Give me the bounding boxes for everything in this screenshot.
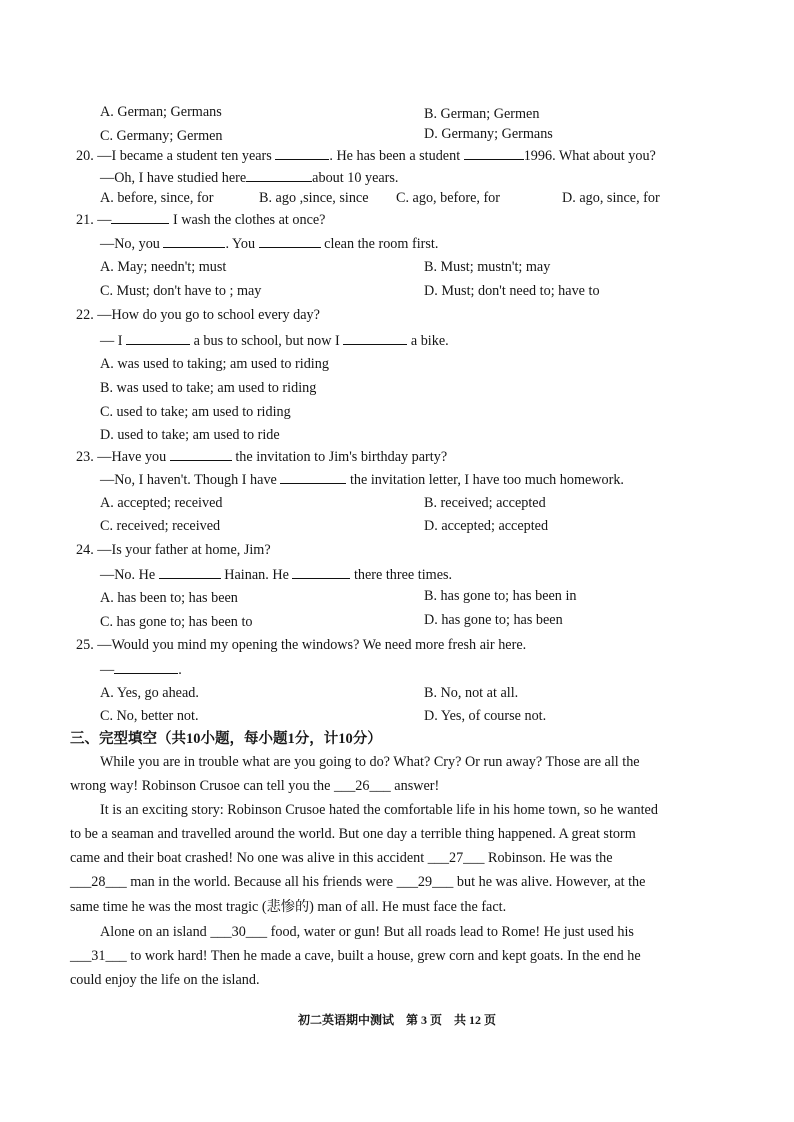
cloze-number: 30	[231, 924, 246, 940]
q24-stem: 24. —Is your father at home, Jim?	[76, 542, 271, 558]
q25-line2	[100, 660, 182, 679]
passage-p1-line2	[70, 777, 439, 795]
q20-stem-part-c: 1996. What about you?	[523, 148, 656, 164]
q22-line2-part-a: — I	[100, 333, 123, 349]
q21-option-d: D. Must; don't need to; have to	[424, 283, 600, 299]
q22-option-b: B. was used to take; am used to riding	[100, 380, 317, 396]
cloze-number: 27	[448, 850, 464, 866]
q23-stem	[76, 447, 447, 466]
q20-stem	[76, 146, 656, 165]
q20-option-a: A. before, since, for	[100, 190, 214, 206]
q24-option-b: B. has gone to; has been in	[424, 588, 577, 604]
q23-stem-part-b: the invitation to Jim's birthday party?	[235, 449, 448, 465]
cloze-number: 26	[355, 778, 370, 794]
q25-option-d: D. Yes, of course not.	[424, 708, 547, 724]
q21-line2-part-b: . You	[225, 236, 256, 252]
q21-option-b: B. Must; mustn't; may	[424, 259, 551, 275]
q20-option-d: D. ago, since, for	[562, 190, 660, 206]
q22-line2-part-c: a bike.	[410, 333, 449, 349]
q25-option-a: A. Yes, go ahead.	[100, 685, 199, 701]
cloze-number: 29	[417, 874, 433, 890]
q24-line2-part-a: —No. He	[100, 567, 156, 583]
cloze-blank-27: ___27___	[427, 850, 485, 866]
q24-option-d: D. has gone to; has been	[424, 612, 563, 628]
q19-option-b: B. German; Germen	[424, 106, 540, 122]
q21-stem-part-a: 21. —	[76, 212, 112, 228]
passage-text: came and their boat crashed! No one was alive in this accident	[70, 850, 425, 866]
answer-blank	[292, 565, 350, 579]
passage-text: wrong way! Robinson Crusoe can tell you the	[70, 778, 331, 794]
q20-stem-part-b: . He has been a student	[329, 148, 461, 164]
q20-line2	[100, 168, 398, 187]
passage-text: man in the world. Because all his friends were	[130, 874, 394, 890]
answer-blank	[114, 660, 178, 674]
q20-option-b: B. ago ,since, since	[259, 190, 369, 206]
cloze-blank-31: ___31___	[70, 948, 127, 964]
cloze-blank-28: ___28___	[70, 874, 127, 890]
passage-p3-line1	[100, 923, 634, 941]
q21-line2-part-a: —No, you	[100, 236, 160, 252]
answer-blank	[246, 168, 312, 182]
answer-blank	[111, 210, 169, 224]
passage-p3-line2	[70, 947, 641, 965]
q22-line2	[100, 331, 449, 350]
passage-p3-line3: could enjoy the life on the island.	[70, 972, 260, 988]
q20-option-c: C. ago, before, for	[396, 190, 501, 206]
q24-line2-part-b: Hainan. He	[224, 567, 289, 583]
passage-p2-line2: to be a seaman and travelled around the world. But one day a terrible thing happened. A great storm	[70, 826, 636, 842]
cloze-number: 28	[91, 874, 106, 890]
q23-option-b: B. received; accepted	[424, 495, 546, 511]
q21-line2	[100, 234, 438, 253]
q23-option-d: D. accepted; accepted	[424, 518, 549, 534]
q22-option-d: D. used to take; am used to ride	[100, 427, 280, 443]
q24-line2	[100, 565, 452, 584]
q22-stem: 22. —How do you go to school every day?	[76, 307, 320, 323]
answer-blank	[170, 447, 232, 461]
section3-heading: 三、完型填空（共10小题，每小题1分，计10分）	[70, 731, 382, 747]
passage-text: food, water or gun! But all roads lead to Rome! He just used his	[270, 924, 634, 940]
passage-p2-line5: same time he was the most tragic (悲惨的) man of all. He must face the fact.	[70, 899, 507, 915]
cloze-blank-26: ___26___	[334, 778, 391, 794]
q20-line2-part-b: about 10 years.	[312, 170, 399, 186]
cloze-blank-29: ___29___	[396, 874, 454, 890]
q22-line2-part-b: a bus to school, but now I	[193, 333, 340, 349]
cloze-blank-30: ___30___	[210, 924, 268, 940]
q25-line2-part-b: .	[178, 662, 182, 678]
q21-line2-part-c: clean the room first.	[324, 236, 439, 252]
passage-p2-line4	[70, 873, 645, 891]
passage-text: to work hard! Then he made a cave, built a house, grew corn and kept goats. In the end he	[130, 948, 641, 964]
answer-blank	[343, 331, 407, 345]
q24-line2-part-c: there three times.	[353, 567, 453, 583]
answer-blank	[159, 565, 221, 579]
q19-option-a: A. German; Germans	[100, 104, 222, 120]
passage-p2-line1: It is an exciting story: Robinson Crusoe hated the comfortable life in his home town, so he wanted	[100, 802, 658, 818]
q22-option-a: A. was used to taking; am used to riding	[100, 356, 329, 372]
q21-option-a: A. May; needn't; must	[100, 259, 227, 275]
q23-option-a: A. accepted; received	[100, 495, 223, 511]
q23-stem-part-a: 23. —Have you	[76, 449, 167, 465]
q22-option-c: C. used to take; am used to riding	[100, 404, 291, 420]
page-footer: 初二英语期中测试 第 3 页 共 12 页	[297, 1013, 496, 1027]
q24-option-a: A. has been to; has been	[100, 590, 238, 606]
passage-text: answer!	[394, 778, 440, 794]
passage-p2-line3	[70, 849, 613, 867]
q21-option-c: C. Must; don't have to ; may	[100, 283, 262, 299]
passage-text: but he was alive. However, at the	[456, 874, 646, 890]
q21-stem	[76, 210, 325, 229]
q23-option-c: C. received; received	[100, 518, 221, 534]
q25-line2-part-a: —	[100, 662, 115, 678]
answer-blank	[259, 234, 321, 248]
q23-line2	[100, 470, 624, 489]
answer-blank	[126, 331, 190, 345]
answer-blank	[280, 470, 346, 484]
answer-blank	[464, 146, 524, 160]
passage-text: Robinson. He was the	[488, 850, 613, 866]
q24-option-c: C. has gone to; has been to	[100, 614, 253, 630]
passage-p1-line1: While you are in trouble what are you going to do? What? Cry? Or run away? Those are all the	[100, 754, 640, 770]
q23-line2-part-a: —No, I haven't. Though I have	[100, 472, 277, 488]
q21-stem-part-b: I wash the clothes at once?	[173, 212, 326, 228]
q19-option-c: C. Germany; Germen	[100, 128, 223, 144]
q25-stem: 25. —Would you mind my opening the windows? We need more fresh air here.	[76, 637, 527, 653]
answer-blank	[275, 146, 329, 160]
q25-option-c: C. No, better not.	[100, 708, 199, 724]
q23-line2-part-b: the invitation letter, I have too much homework.	[349, 472, 624, 488]
passage-text: Alone on an island	[100, 924, 207, 940]
q20-line2-part-a: —Oh, I have studied here	[100, 170, 247, 186]
q19-option-d: D. Germany; Germans	[424, 126, 553, 142]
cloze-number: 31	[91, 948, 106, 964]
answer-blank	[163, 234, 225, 248]
q25-option-b: B. No, not at all.	[424, 685, 519, 701]
q20-stem-part-a: 20. —I became a student ten years	[76, 148, 272, 164]
